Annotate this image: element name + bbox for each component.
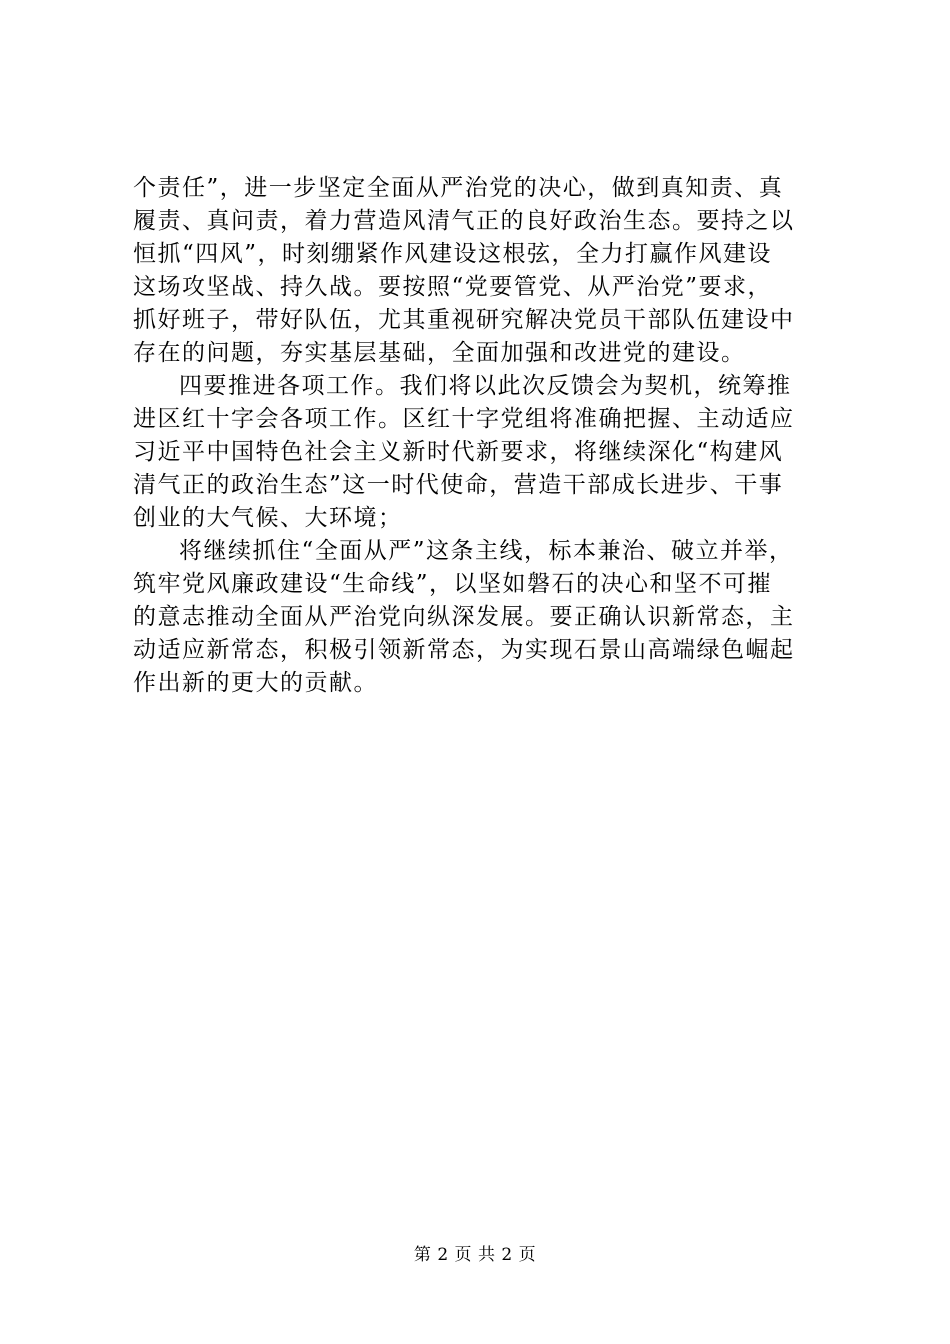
text-line: 习近平中国特色社会主义新时代新要求，将继续深化“构建风	[133, 439, 784, 465]
text-line: 抓好班子，带好队伍，尤其重视研究解决党员干部队伍建设中	[133, 307, 795, 333]
text-line: 将继续抓住“全面从严”这条主线，标本兼治、破立并举，	[179, 538, 794, 564]
text-line: 存在的问题，夯实基层基础，全面加强和改进党的建设。	[133, 340, 746, 366]
body-text	[133, 172, 833, 700]
text-line: 筑牢党风廉政建设“生命线”，以坚如磐石的决心和坚不可摧	[133, 571, 773, 597]
text-line: 恒抓“四风”，时刻绷紧作风建设这根弦，全力打赢作风建设	[133, 241, 773, 267]
text-line: 创业的大气候、大环境；	[133, 505, 403, 531]
text-line: 作出新的更大的贡献。	[133, 670, 378, 696]
page-number-footer: 第 2 页 共 2 页	[413, 1245, 537, 1265]
text-line: 的意志推动全面从严治党向纵深发展。要正确认识新常态，主	[133, 604, 795, 630]
text-line: 个责任”，进一步坚定全面从严治党的决心，做到真知责、真	[133, 175, 784, 201]
text-line: 进区红十字会各项工作。区红十字党组将准确把握、主动适应	[133, 406, 795, 432]
text-line: 履责、真问责，着力营造风清气正的良好政治生态。要持之以	[133, 208, 795, 234]
text-line: 这场攻坚战、持久战。要按照“党要管党、从严治党”要求，	[133, 274, 773, 300]
text-line: 四要推进各项工作。我们将以此次反馈会为契机，统筹推	[179, 373, 792, 399]
text-line: 清气正的政治生态”这一时代使命，营造干部成长进步、干事	[133, 472, 784, 498]
text-line: 动适应新常态，积极引领新常态，为实现石景山高端绿色崛起	[133, 637, 795, 663]
